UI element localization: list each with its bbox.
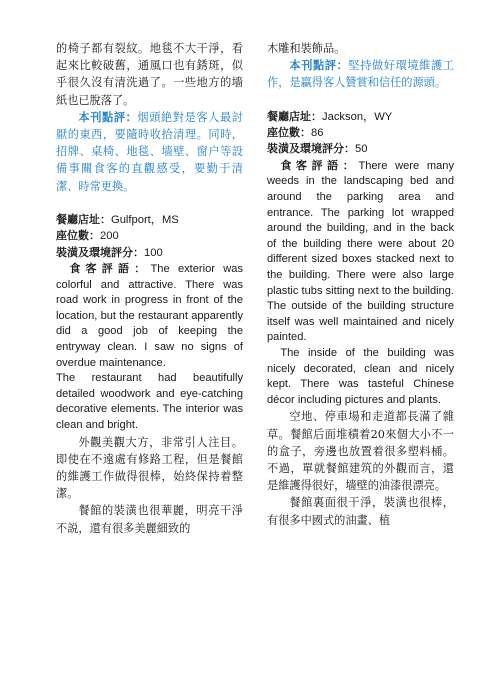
restaurant-location [267, 109, 454, 125]
comment-text: 烟頭絶對是客人最討厭的東西，要隨時收拾清理。同時，招牌、桌椅、地毯、墻壁、窗户等設備事關食客的直觀感受，要勤于清潔、時常更換。 [56, 110, 243, 193]
continued-paragraph: 木雕和裝飾品。 [267, 42, 346, 55]
seats-label: 座位數： [56, 229, 100, 243]
restaurant-location [56, 212, 243, 228]
score-value: 50 [355, 143, 368, 156]
seat-count [267, 125, 454, 141]
score-label: 裝潢及環境評分： [56, 245, 144, 259]
review-chinese-2: 餐館的裝潢也很華麗，明亮干淨不説，還有很多美麗細致的 [56, 504, 243, 535]
score-label: 裝潢及環境評分： [267, 142, 355, 156]
seats-value: 86 [311, 127, 324, 140]
comment-text: 堅持做好環境維護工作，是贏得客人贊賞和信任的源頭。 [267, 59, 454, 90]
spacer [56, 195, 243, 212]
review-chinese-1: 外觀美觀大方，非常引人注目。即使在不遠處有修路工程，但是餐館的維護工作做得很棒，始終保持着整潔。 [56, 435, 243, 501]
decor-score [267, 141, 454, 157]
review-chinese-2: 餐館裏面很干淨，裝潢也很棒，有很多中國式的油畫、植 [267, 496, 454, 527]
right-column [267, 40, 454, 680]
review-text: The exterior was colorful and attractive. There was road work in progress in front of the location, but the restaurant apparently did a good job of keeping the entryway clean. I saw no signs of overdue maintenance. [56, 263, 243, 369]
left-column [56, 40, 243, 680]
review-text: There were many weeds in the landscaping bed and around the parking area and entrance. The parking lot wrapped around the building, and in the back of the building there were about 20 different sized boxes stacked next to the building. There were also large plastic tubs sitting next to the building. The outside of the building structure itself was well maintained and nicely painted. [267, 159, 455, 344]
comment-label: 本刊點評： [78, 109, 138, 124]
editor-comment [56, 109, 243, 195]
review-english-1 [267, 158, 454, 346]
comment-label: 本刊點評： [289, 58, 349, 73]
review-label: 食客評語： [69, 262, 151, 276]
editor-comment [267, 57, 454, 91]
review-english-2: The inside of the building was nicely decorated, clean and nicely kept. There was tasteful Chinese décor including pictures and plants. [267, 346, 454, 406]
seat-count [56, 228, 243, 244]
score-value: 100 [144, 246, 163, 259]
continued-paragraph: 的椅子都有裂紋。地毯不大干淨，看起來比較破舊，通風口也有銹斑，似乎很久沒有清洗過了。一些地方的墻紙也已脫落了。 [56, 42, 243, 107]
review-chinese-1: 空地、停車場和走道都長滿了雜草。餐館后面堆積着20來個大小不一的盒子，旁邊也放置着很多塑料桶。不過，單就餐館建筑的外觀而言，還是維護得很好，墻壁的油漆很漂亮。 [267, 410, 454, 493]
location-value: Gulfport，MS [111, 213, 179, 226]
review-english-2: The restaurant had beautifully detailed woodwork and eye-catching decorative elements. The interior was clean and bright. [56, 372, 243, 431]
review-english-1 [56, 261, 243, 371]
spacer [267, 92, 454, 109]
seats-label: 座位數： [267, 126, 311, 140]
review-label: 食客評語： [280, 158, 359, 172]
location-label: 餐廳店址： [56, 212, 111, 226]
location-value: Jackson，WY [322, 110, 393, 123]
decor-score [56, 245, 243, 261]
location-label: 餐廳店址： [267, 109, 322, 123]
seats-value: 200 [100, 230, 119, 243]
